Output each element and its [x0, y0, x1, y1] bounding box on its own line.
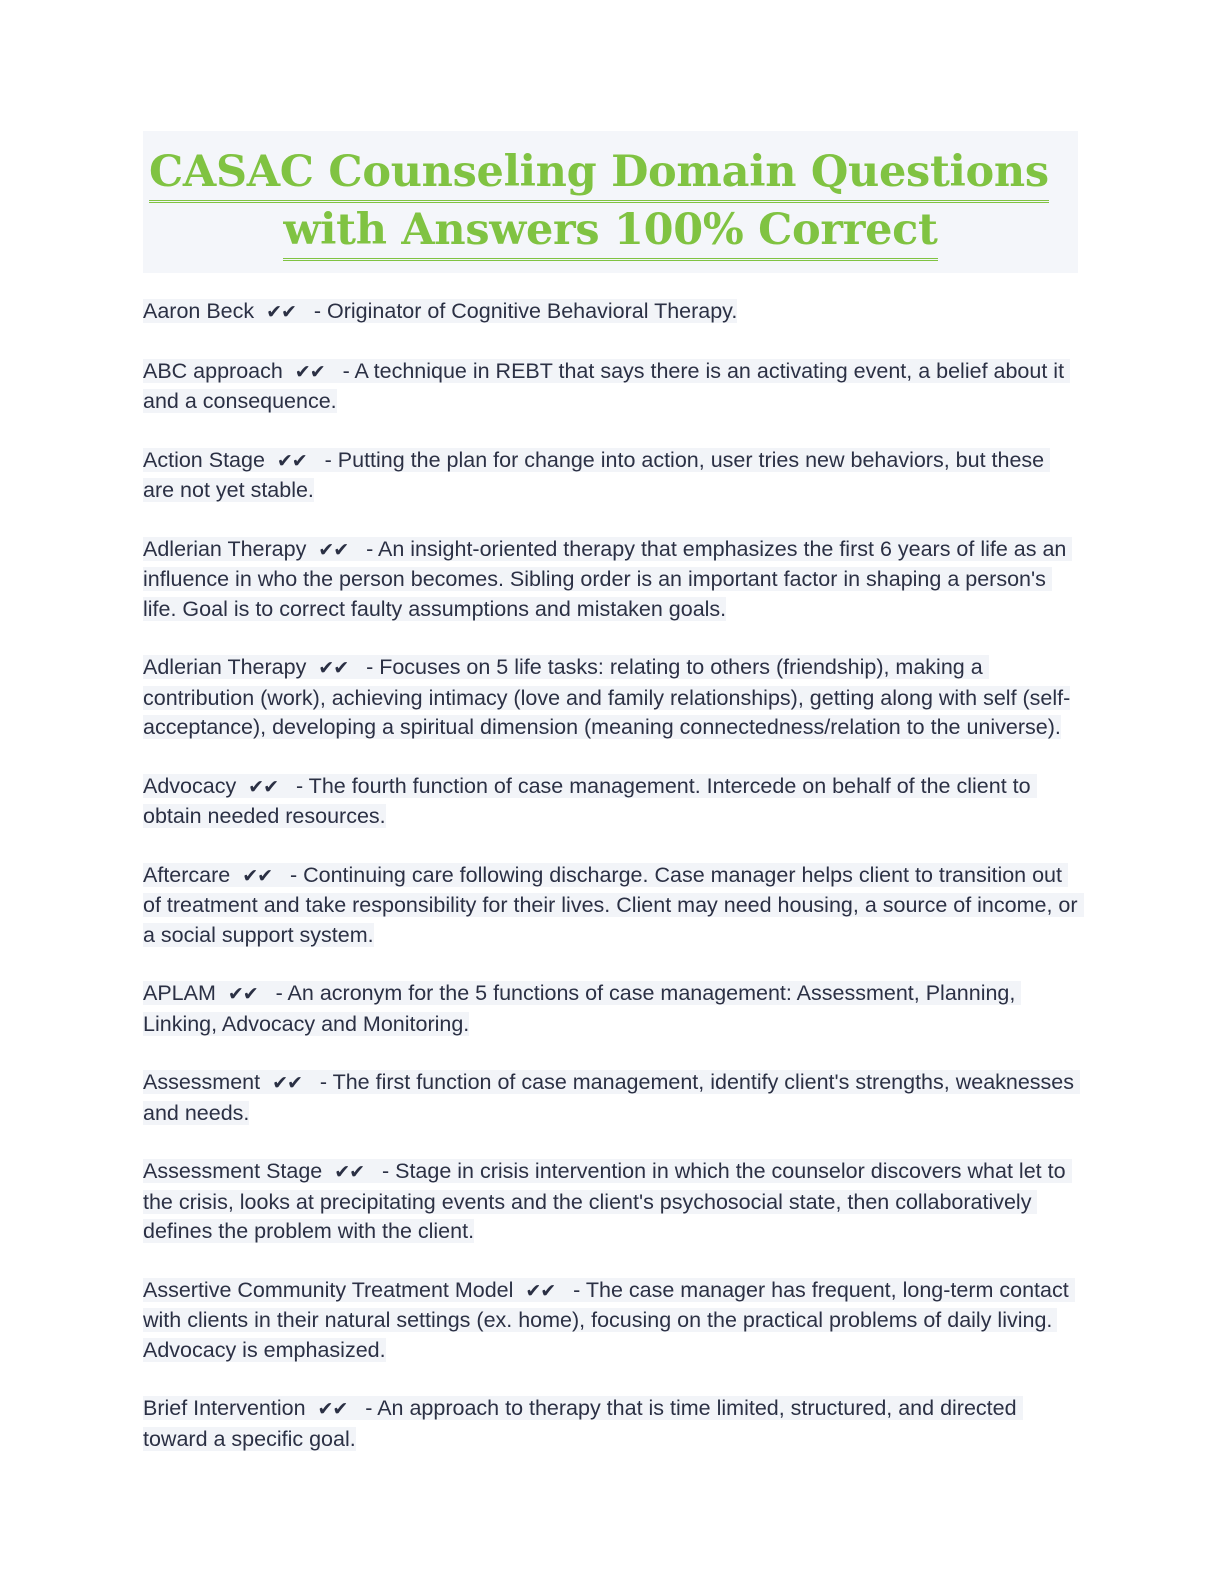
- entry-term: ABC approach: [143, 358, 283, 383]
- check-mark-icon: ✔✔: [318, 657, 349, 679]
- entry-definition: - The first function of case management, identify client's strengths, weaknesses and needs.: [143, 1070, 1081, 1125]
- entry-definition: - A technique in REBT that says there is an activating event, a belief about it and a consequence.: [143, 358, 1071, 413]
- entry-term-space: [216, 981, 228, 1005]
- entry-definition: - Stage in crisis intervention in which the counselor discovers what let to the crisis, looks at precipitating events and the client's psychosocial state, then collaboratively defines the problem with the client.: [143, 1159, 1072, 1243]
- definition-entry: [143, 1068, 1081, 1128]
- definition-entry: [143, 653, 1078, 743]
- entry-gap: [278, 774, 296, 798]
- entry-term: Aaron Beck: [143, 299, 255, 323]
- entry-term-space: [265, 448, 277, 472]
- entry-term: Assessment Stage: [143, 1159, 323, 1183]
- entry-term: Brief Intervention: [143, 1396, 306, 1420]
- page-title-line-1: CASAC Counseling Domain Questions: [149, 145, 1074, 203]
- entry-gap: [555, 1278, 573, 1302]
- entry-term: Adlerian Therapy: [143, 536, 307, 561]
- definition-entry: [143, 535, 1078, 625]
- entry-gap: [258, 981, 276, 1005]
- page-title-line-2: with Answers 100% Correct: [147, 203, 1074, 261]
- entry-term-space: [283, 359, 295, 383]
- entry-term-space: [513, 1278, 525, 1302]
- entry-gap: [302, 1070, 320, 1094]
- check-mark-icon: ✔✔: [317, 1398, 348, 1420]
- check-mark-icon: ✔✔: [272, 1072, 302, 1094]
- entry-term: Assessment: [143, 1070, 261, 1094]
- entry-term: Action Stage: [143, 447, 265, 472]
- entry-definition: - Originator of Cognitive Behavioral Therapy.: [313, 299, 738, 323]
- entry-definition: - An insight-oriented therapy that emphasizes the first 6 years of life as an influence in who the person becomes. Sibling order is an important factor in shaping a person's life. Goal is to correct faulty assumptions and mistaken goals.: [143, 536, 1073, 621]
- definition-entry: [143, 1276, 1078, 1366]
- entry-definition: - Focuses on 5 life tasks: relating to others (friendship), making a contribution (work), achieving intimacy (love and family relationships), getting along with self (self-acceptance), developing a spiritual dimension (meaning connectedness/relation to the universe).: [143, 655, 1071, 739]
- check-mark-icon: ✔✔: [294, 360, 325, 383]
- check-mark-icon: ✔✔: [248, 775, 279, 798]
- entry-term: Advocacy: [143, 773, 237, 798]
- entry-term: APLAM: [143, 981, 216, 1005]
- definition-entry: [143, 772, 1078, 832]
- entry-definition: - An acronym for the 5 functions of case management: Assessment, Planning, Linking, Advocacy and Monitoring.: [143, 981, 1022, 1036]
- entry-definition: - Putting the plan for change into action, user tries new behaviors, but these are not yet stable.: [143, 447, 1051, 502]
- entry-definition: - The fourth function of case management. Intercede on behalf of the client to obtain needed resources.: [143, 773, 1037, 828]
- entry-gap: [347, 1396, 365, 1420]
- check-mark-icon: ✔✔: [525, 1279, 556, 1302]
- check-mark-icon: ✔✔: [266, 301, 296, 323]
- check-mark-icon: ✔✔: [334, 1161, 365, 1183]
- entry-definition: - The case manager has frequent, long-term contact with clients in their natural settings (ex. home), focusing on the practical problems of daily living. Advocacy is emphasized.: [143, 1277, 1075, 1362]
- entry-gap: [364, 1159, 382, 1183]
- entry-gap: [296, 299, 314, 323]
- entry-term: Assertive Community Treatment Model: [143, 1277, 514, 1302]
- definition-list: [143, 297, 1084, 1454]
- entry-term-space: [306, 1396, 318, 1420]
- entry-gap: [348, 537, 366, 561]
- entry-definition: - Continuing care following discharge. Case manager helps client to transition out of treatment and take responsibility for their lives. Client may need housing, a source of income, or a social support system.: [143, 862, 1084, 947]
- entry-gap: [272, 863, 290, 887]
- check-mark-icon: ✔✔: [276, 449, 307, 472]
- definition-entry: [143, 446, 1078, 506]
- entry-gap: [348, 655, 366, 679]
- definition-entry: [143, 297, 1078, 328]
- document-title-block: [143, 131, 1078, 273]
- check-mark-icon: ✔✔: [242, 864, 273, 887]
- entry-term-space: [236, 774, 248, 798]
- definition-entry: [143, 1394, 1078, 1454]
- definition-entry: [143, 979, 1078, 1039]
- entry-gap: [307, 448, 325, 472]
- definition-entry: [143, 357, 1078, 417]
- definition-entry: [143, 861, 1084, 951]
- entry-term-space: [230, 863, 242, 887]
- definition-entry: [143, 1157, 1078, 1247]
- check-mark-icon: ✔✔: [318, 538, 349, 561]
- entry-term: Adlerian Therapy: [143, 655, 307, 679]
- entry-term-space: [306, 655, 318, 679]
- check-mark-icon: ✔✔: [227, 983, 258, 1005]
- entry-term-space: [322, 1159, 334, 1183]
- entry-term-space: [306, 537, 318, 561]
- entry-term: Aftercare: [143, 862, 231, 887]
- entry-definition: - An approach to therapy that is time limited, structured, and directed toward a specific goal.: [143, 1396, 1023, 1451]
- entry-term-space: [254, 299, 266, 323]
- document-content: [143, 131, 1084, 1454]
- entry-gap: [325, 359, 343, 383]
- entry-term-space: [260, 1070, 272, 1094]
